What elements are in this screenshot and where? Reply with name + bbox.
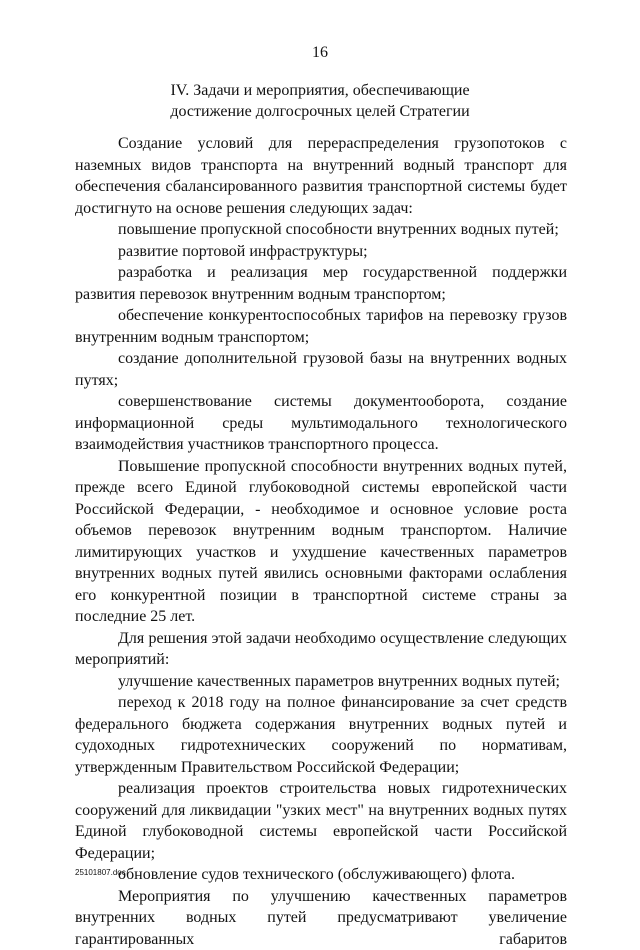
section-heading-line-1: IV. Задачи и мероприятия, обеспечивающие bbox=[0, 80, 640, 101]
paragraph: обновление судов технического (обслуживающего) флота. bbox=[75, 864, 567, 886]
paragraph: совершенствование системы документооборота, создание информационной среды мультимодального технологического взаимодействия участников транспортного процесса. bbox=[75, 391, 567, 456]
file-name-footer: 25101807.doc bbox=[75, 868, 126, 877]
section-heading-line-2: достижение долгосрочных целей Стратегии bbox=[0, 101, 640, 122]
paragraph: Для решения этой задачи необходимо осуществление следующих мероприятий: bbox=[75, 628, 567, 671]
paragraph: повышение пропускной способности внутренних водных путей; bbox=[75, 219, 567, 241]
body-text bbox=[75, 133, 567, 950]
paragraph: Создание условий для перераспределения грузопотоков с наземных видов транспорта на внутренний водный транспорт для обеспечения сбалансированного развития транспортной системы будет достигнуто на основе решения следующих задач: bbox=[75, 133, 567, 219]
paragraph: развитие портовой инфраструктуры; bbox=[75, 241, 567, 263]
section-heading bbox=[0, 80, 640, 122]
paragraph: разработка и реализация мер государственной поддержки развития перевозок внутренним водным транспортом; bbox=[75, 262, 567, 305]
paragraph: улучшение качественных параметров внутренних водных путей; bbox=[75, 671, 567, 693]
paragraph: Мероприятия по улучшению качественных параметров внутренних водных путей предусматривают увеличение гарантированных габаритов bbox=[75, 886, 567, 950]
page-number: 16 bbox=[0, 44, 640, 62]
paragraph: Повышение пропускной способности внутренних водных путей, прежде всего Единой глубоководной системы европейской части Российской Федерации, - необходимое и основное условие роста объемов перевозок внутренним водным транспортом. Наличие лимитирующих участков и ухудшение качественных параметров внутренних водных путей явились основными факторами ослабления его конкурентной позиции в транспортной системе страны за последние 25 лет. bbox=[75, 456, 567, 628]
paragraph: создание дополнительной грузовой базы на внутренних водных путях; bbox=[75, 348, 567, 391]
paragraph: обеспечение конкурентоспособных тарифов на перевозку грузов внутренним водным транспортом; bbox=[75, 305, 567, 348]
paragraph: переход к 2018 году на полное финансирование за счет средств федерального бюджета содержания внутренних водных путей и судоходных гидротехнических сооружений по нормативам, утвержденным Правительством Российской Федерации; bbox=[75, 692, 567, 778]
paragraph: реализация проектов строительства новых гидротехнических сооружений для ликвидации "узких мест" на внутренних водных путях Единой глубоководной системы европейской части Российской Федерации; bbox=[75, 778, 567, 864]
